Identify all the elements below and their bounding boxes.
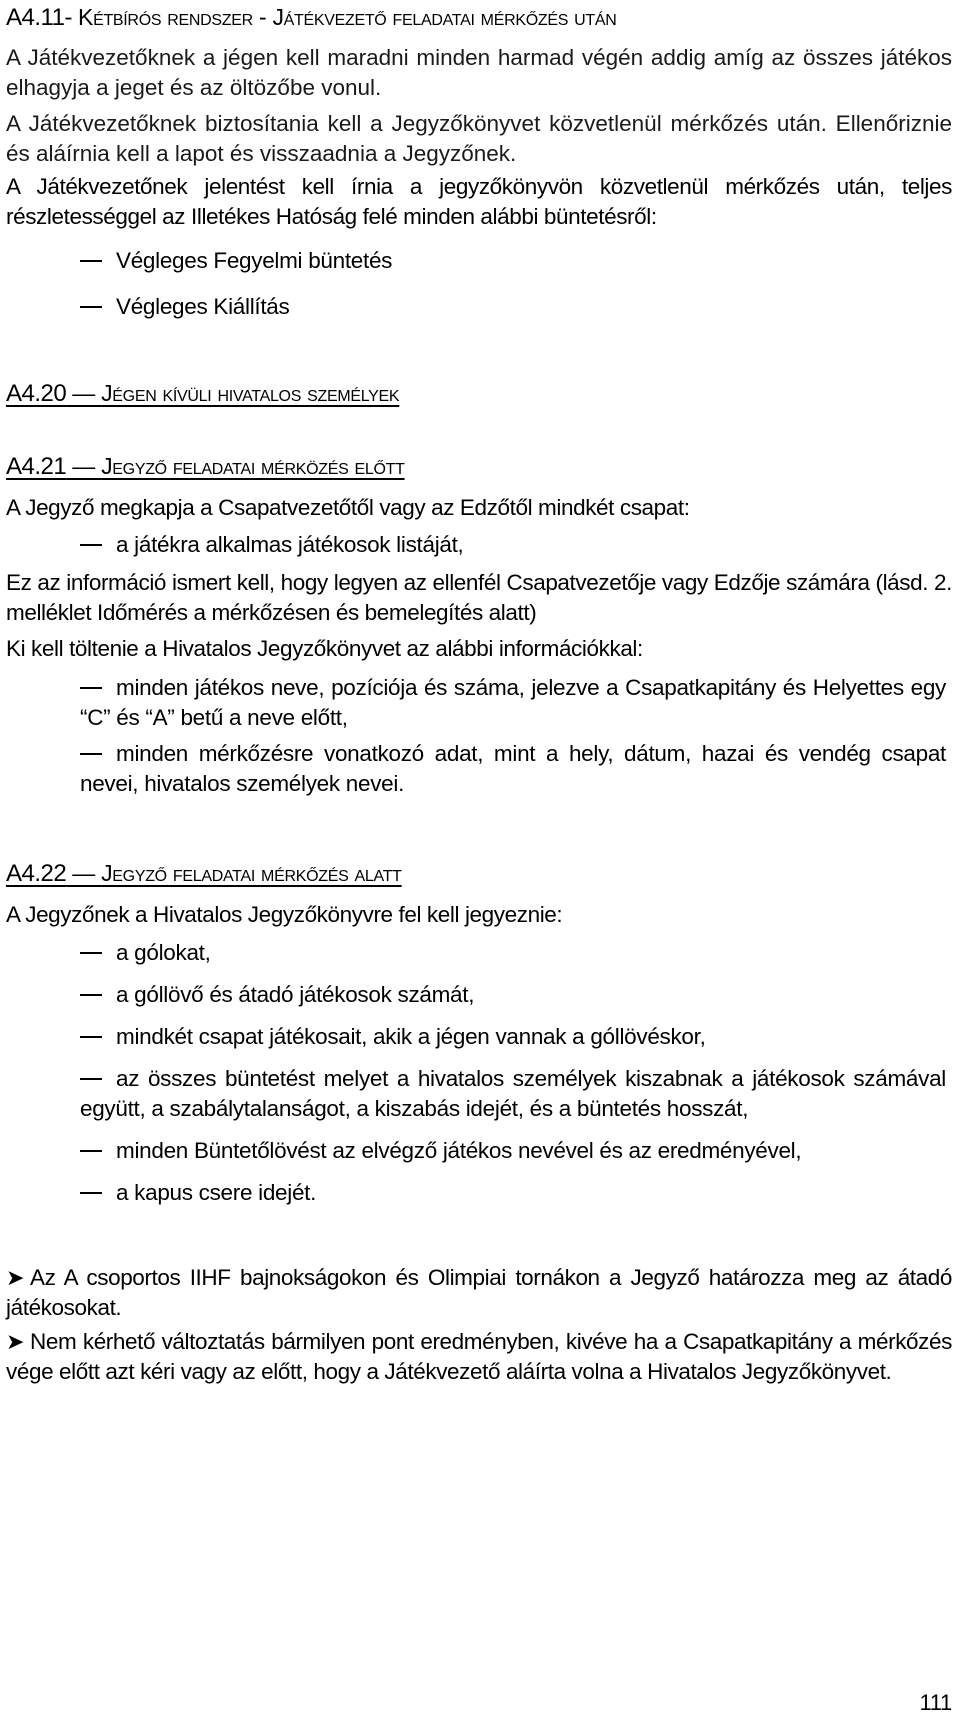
list-item [80, 246, 940, 276]
dash-bullet [80, 1150, 102, 1152]
dash-bullet [80, 1078, 102, 1080]
paragraph: Ez az információ ismert kell, hogy legyen az ellenfél Csapatvezetője vagy Edzője számára (lásd. 2. melléklet Időmérés a mérkőzésen és bemelegítés alatt) [6, 570, 952, 625]
a4-21-para-1 [6, 493, 952, 523]
list-item [80, 292, 940, 322]
list-item [80, 1136, 946, 1166]
a4-21-list-2 [80, 673, 946, 799]
heading-code: A4.22 [6, 860, 67, 887]
list-item [80, 673, 946, 733]
heading-a4-20: A4.20 — Jégen kívüli hivatalos személyek [6, 380, 400, 407]
a4-21-para-2 [6, 568, 952, 628]
list-item-text: az összes büntetést melyet a hivatalos személyek kiszabnak a játékosok számával együtt, a szabálytalanságot, a kiszabás idejét, és a büntetés hosszát, [80, 1066, 946, 1121]
list-item [80, 1064, 946, 1124]
list-item-text: a gólokat, [116, 940, 211, 965]
note-text: Az A csoportos IIHF bajnokságokon és Olimpiai tornákon a Jegyző határozza meg az átadó játékosokat. [6, 1265, 952, 1320]
dash-bullet [80, 687, 102, 689]
paragraph: A Jegyzőnek a Hivatalos Jegyzőkönyvre fel kell jegyeznie: [6, 902, 563, 927]
list-item-text: a kapus csere idejét. [116, 1180, 317, 1205]
heading-code: A4.21 [6, 453, 67, 480]
page-number: 111 [919, 1690, 952, 1715]
a4-11-para-2 [6, 109, 952, 169]
a4-11-para-1 [6, 43, 952, 103]
dash-bullet [80, 306, 102, 308]
heading-title: Jegyző feladatai mérközés előtt [101, 453, 405, 479]
paragraph: Ki kell töltenie a Hivatalos Jegyzőkönyvet az alábbi információkkal: [6, 636, 643, 661]
list-item-text: Végleges Kiállítás [116, 294, 290, 319]
a4-21-para-3 [6, 634, 952, 664]
heading-code: A4.11- [6, 4, 72, 31]
section-a4-21 [6, 451, 952, 482]
list-item [80, 530, 940, 560]
note-text: Nem kérhető változtatás bármilyen pont eredményben, kivéve ha a Csapatkapitány a mérkőzés vége előtt azt kéri vagy az előtt, hogy a Játékvezető aláírta volna a Hivatalos Jegyzőkönyvet. [6, 1329, 952, 1384]
a4-11-para-3 [6, 172, 952, 232]
heading-code: A4.20 [6, 380, 67, 407]
arrow-bullet-icon: ➤ [6, 1265, 25, 1290]
heading-title: Kétbírós rendszer - Játékvezető feladatai mérkőzés után [78, 4, 617, 30]
heading-a4-22: A4.22 — Jegyző feladatai mérkőzés alatt [6, 860, 402, 887]
list-item-text: minden játékos neve, pozíciója és száma, jelezve a Csapatkapitány és Helyettes egy “C” és “A” betű a neve előtt, [80, 675, 946, 730]
dash-bullet [80, 1036, 102, 1038]
list-item [80, 739, 946, 799]
note-paragraph [6, 1327, 952, 1387]
heading-title: Jégen kívüli hivatalos személyek [101, 380, 400, 406]
dash-bullet [80, 994, 102, 996]
arrow-bullet-icon: ➤ [6, 1329, 25, 1354]
section-a4-20 [6, 378, 952, 409]
list-item-text: a játékra alkalmas játékosok listáját, [116, 532, 464, 557]
a4-11-list [80, 246, 940, 322]
list-item [80, 1178, 946, 1208]
paragraph: A Játékvezetőknek biztosítania kell a Jegyzőkönyvet közvetlenül mérkőzés után. Ellenőriznie és aláírnia kell a lapot és visszaadnia a Jegyzőnek. [6, 111, 952, 166]
heading-a4-11 [6, 2, 952, 33]
dash-bullet [80, 544, 102, 546]
note-1 [6, 1263, 952, 1323]
paragraph: A Jegyző megkapja a Csapatvezetőtől vagy az Edzőtől mindkét csapat: [6, 495, 690, 520]
a4-22-para-1 [6, 900, 952, 930]
note-paragraph [6, 1263, 952, 1323]
list-item-text: Végleges Fegyelmi büntetés [116, 248, 393, 273]
a4-21-list-1 [80, 530, 940, 560]
list-item [80, 938, 946, 968]
list-item-text: minden Büntetőlövést az elvégző játékos nevével és az eredményével, [116, 1138, 802, 1163]
list-item [80, 980, 946, 1010]
note-2 [6, 1327, 952, 1387]
heading-title: Jegyző feladatai mérkőzés alatt [101, 860, 402, 886]
section-a4-11 [6, 2, 952, 33]
paragraph: A Játékvezetőnek jelentést kell írnia a jegyzőkönyvön közvetlenül mérkőzés után, teljes részletességgel az Illetékes Hatóság felé minden alábbi büntetésről: [6, 174, 952, 229]
a4-22-list [80, 938, 946, 1208]
dash-bullet [80, 952, 102, 954]
dash-bullet [80, 1192, 102, 1194]
dash-bullet [80, 753, 102, 755]
dash-bullet [80, 260, 102, 262]
list-item-text: a góllövő és átadó játékosok számát, [116, 982, 475, 1007]
paragraph: A Játékvezetőknek a jégen kell maradni minden harmad végén addig amíg az összes játékos elhagyja a jeget és az öltözőbe vonul. [6, 45, 952, 100]
section-a4-22 [6, 858, 952, 889]
heading-a4-21: A4.21 — Jegyző feladatai mérközés előtt [6, 453, 405, 480]
list-item-text: mindkét csapat játékosait, akik a jégen vannak a góllövéskor, [116, 1024, 706, 1049]
list-item-text: minden mérkőzésre vonatkozó adat, mint a hely, dátum, hazai és vendég csapat nevei, hivatalos személyek nevei. [80, 741, 946, 796]
list-item [80, 1022, 946, 1052]
